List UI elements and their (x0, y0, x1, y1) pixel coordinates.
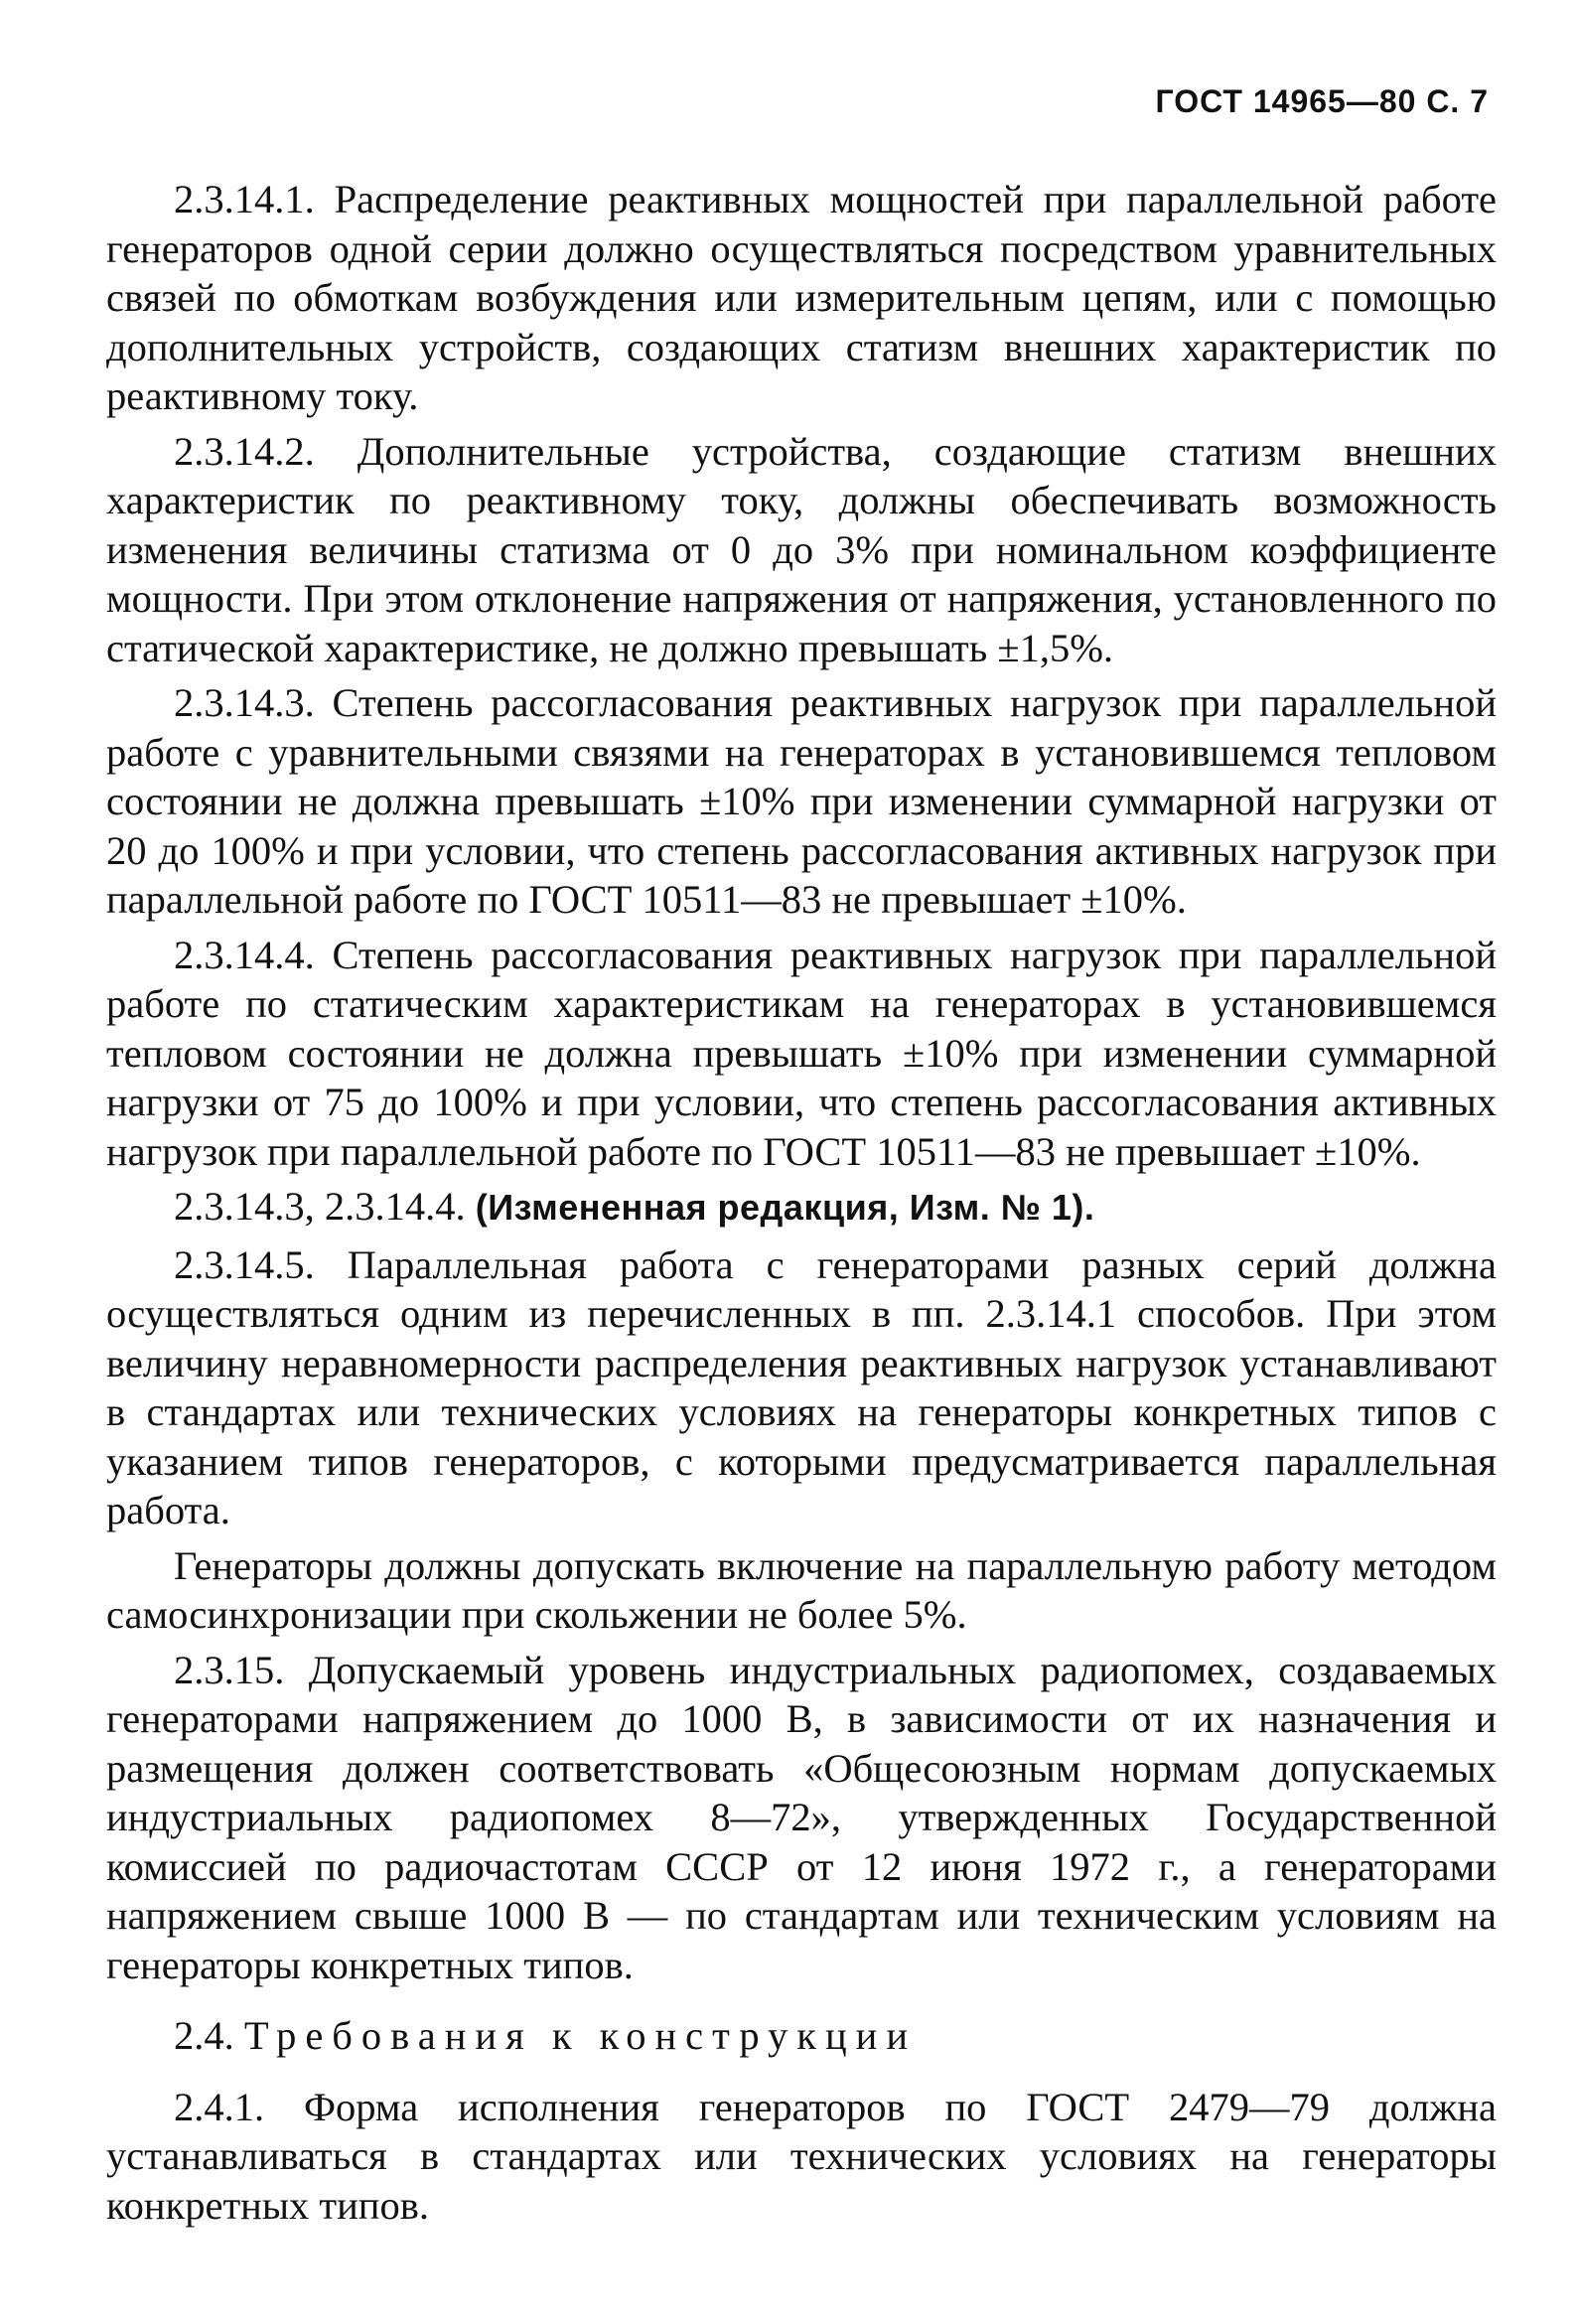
paragraph-number: 2.4.1. (174, 2084, 265, 2129)
paragraph-number: 2.3.15. (174, 1647, 285, 1692)
paragraph-2-4-1 (106, 2083, 1497, 2231)
paragraph-text: Генераторы должны допускать включение на параллельную работу методом самосинхронизации при скольжении не более 5%. (106, 1542, 1497, 1637)
amendment-note (106, 1182, 1497, 1233)
section-heading-2-4 (106, 2011, 1497, 2061)
paragraph-number: 2.3.14.3. (174, 680, 315, 725)
document-page (106, 72, 1497, 2286)
paragraph-2-3-14-5 (106, 1240, 1497, 1535)
paragraph-2-3-14-4 (106, 931, 1497, 1177)
section-title: Требования к конструкции (243, 2013, 917, 2058)
running-header: ГОСТ 14965—80 С. 7 (1155, 83, 1489, 119)
paragraph-2-3-14-2 (106, 427, 1497, 673)
paragraph-2-3-14-3 (106, 678, 1497, 925)
paragraph-text: Дополнительные устройства, создающие статизм внешних характеристик по реактивному току, должны обеспечивать возможность изменения величины статизма от 0 до 3% при номинальном коэффициенте мощности. При этом отклонение напряжения от напряжения, установленного по статической характеристике, не должно превышать ±1,5%. (106, 428, 1497, 670)
paragraph-number: 2.3.14.1. (174, 177, 315, 221)
paragraph-text: Параллельная работа с генераторами разных серий должна осуществляться одним из перечисленных в пп. 2.3.14.1 способов. При этом величину неравномерности распределения реактивных нагрузок устанавливают в стандартах или технических условиях на генераторы конкретных типов с указанием типов генераторов, с которыми предусматривается параллельная работа. (106, 1241, 1497, 1532)
paragraph-text: Степень рассогласования реактивных нагрузок при параллельной работе с уравнительными связями на генераторах в установившемся тепловом состоянии не должна превышать ±10% при изменении суммарной нагрузки от 20 до 100% и при условии, что степень рассогласования активных нагрузок при параллельной работе по ГОСТ 10511—83 не превышает ±10%. (106, 680, 1497, 922)
paragraph-self-synchronization (106, 1541, 1497, 1640)
section-number: 2.4. (174, 2013, 234, 2058)
paragraph-number: 2.3.14.4. (174, 932, 315, 977)
paragraph-2-3-15 (106, 1646, 1497, 1990)
amendment-refs: 2.3.14.3, 2.3.14.4. (174, 1184, 466, 1229)
paragraph-text: Распределение реактивных мощностей при параллельной работе генераторов одной серии должно осуществляться посредством уравнительных связей по обмоткам возбуждения или измерительным цепям, или с помощью дополнительных устройств, создающих статизм внешних характеристик по реактивному току. (106, 177, 1498, 418)
paragraph-text: Степень рассогласования реактивных нагрузок при параллельной работе по статическим характеристикам на генераторах в установившемся тепловом состоянии не должна превышать ±10% при изменении суммарной нагрузки от 75 до 100% и при условии, что степень рассогласования активных нагрузок при параллельной работе по ГОСТ 10511—83 не превышает ±10%. (106, 932, 1497, 1174)
amendment-text: (Измененная редакция, Изм. № 1). (475, 1187, 1095, 1228)
paragraph-text: Допускаемый уровень индустриальных радиопомех, создаваемых генераторами напряжением до 1000 В, в зависимости от их назначения и размещения должен соответствовать «Общесоюзным нормам допускаемых индустриальных радиопомех 8—72», утвержденных Государственной комиссией по радиочастотам СССР от 12 июня 1972 г., а генераторами напряжением свыше 1000 В — по стандартам или техническим условиям на генераторы конкретных типов. (106, 1647, 1498, 1987)
paragraph-text: Форма исполнения генераторов по ГОСТ 2479—79 должна устанавливаться в стандартах или технических условиях на генераторы конкретных типов. (106, 2084, 1497, 2228)
paragraph-number: 2.3.14.2. (174, 428, 315, 474)
paragraph-2-3-14-1 (106, 175, 1497, 421)
paragraph-number: 2.3.14.5. (174, 1241, 315, 1287)
